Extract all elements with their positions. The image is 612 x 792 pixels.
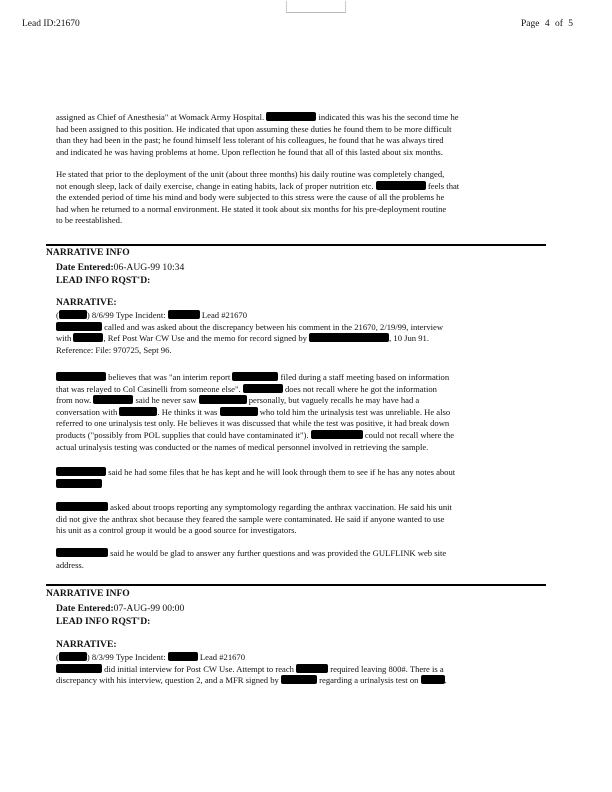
text-line: did not give the anthrax shot because they feared the sample were contaminated. He said if anyone wanted to use [56,513,445,524]
redaction-block [56,322,102,331]
redaction-block [56,502,108,511]
text-line [56,181,556,193]
narrative-paragraph [56,502,556,537]
text-line [56,479,556,491]
text-line: referred to one urinalysis test only. He believes it was discussed that while the test was positive, it had break down [56,418,450,429]
text-segment: ( [56,310,59,320]
text-line [56,664,556,676]
text-segment: required leaving 800#. There is a [328,663,444,674]
narrative-paragraph [56,548,556,571]
text-line: to be reestablished. [56,215,123,226]
text-line [56,112,556,124]
redaction-block [296,664,328,673]
text-line: He stated that prior to the deployment of the unit (about three months) his daily routine was completely changed, [56,169,445,179]
redaction-block [281,675,317,684]
text-segment: Lead #21670 [199,310,248,320]
redaction-block [119,407,157,416]
date-label: Date Entered: [56,603,114,614]
text-segment: not enough sleep, lack of daily exercise, change in eating habits, lack of proper nutrition etc. [56,180,376,191]
section-divider [46,244,546,246]
text-segment: that was relayed to Col Casinelli from someone else". [56,383,243,394]
text-segment: who told him the urinalysis test was unreliable. He also [257,406,451,417]
lead-info-requested: LEAD INFO RQST'D: [56,616,151,627]
section-heading: NARRATIVE INFO [46,247,130,258]
text-segment: called and was asked about the discrepancy between his comment in the 21670, 2/19/99, interview [102,321,444,332]
redaction-block [59,652,87,661]
text-segment: products ("possibly from POL supplies that could have contaminated it"). [56,429,311,440]
text-line [56,407,556,419]
redaction-block [199,395,247,404]
section-heading: NARRATIVE INFO [46,588,130,599]
date-entered [56,262,184,273]
text-line [56,310,556,322]
text-line [56,652,556,664]
redaction-block [266,112,316,121]
redaction-block [73,333,103,342]
narrative-label: NARRATIVE: [56,297,117,308]
text-line: had been assigned to this position. He indicated that upon assuming these duties he found them to be more difficult [56,123,452,134]
text-segment: does not recall where he got the information [282,383,437,394]
text-segment: regarding a urinalysis test on [317,675,421,686]
text-segment: ) 8/6/99 Type Incident: [86,310,168,320]
text-segment: personally, but vaguely recalls he may have had a [246,395,420,406]
redaction-block [311,430,363,439]
text-segment: assigned as Chief of Anesthesia" at Womack Army Hospital. [56,112,267,122]
text-segment: said he had some files that he has kept and he will look through them to see if he has any notes about [106,467,456,477]
redaction-block [309,333,389,342]
lead-id: Lead ID:21670 [22,19,80,29]
text-segment: discrepancy with his interview, question 2, and a MFR signed by [56,675,281,686]
redaction-block [421,675,445,684]
text-line [56,333,556,345]
text-segment: ) 8/3/99 Type Incident: [86,652,168,662]
narrative-label: NARRATIVE: [56,639,117,650]
text-line: his unit as a control group it would be a good source for investigators. [56,525,297,536]
lead-info-requested: LEAD INFO RQST'D: [56,275,151,286]
text-segment: did initial interview for Post CW Use. Attempt to reach [102,663,297,674]
redaction-block [56,372,106,381]
text-segment: . He thinks it was [157,406,220,417]
intro-paragraph-1 [56,112,556,158]
text-line: actual urinalysis testing was conducted or the names of medical personnel involved in retrieving the sample. [56,441,429,452]
redaction-block [56,664,102,673]
redaction-block [376,181,426,190]
redaction-block [93,395,133,404]
text-segment: filed during a staff meeting based on information [278,372,450,382]
text-segment: , 10 Jun 91. [389,333,429,344]
section-divider [46,584,546,586]
text-segment: indicated this was his the second time he [316,112,459,122]
text-line: and indicated he was having problems at home. Upon reflection he found that all of this lasted about six months. [56,146,443,157]
text-segment: conversation with [56,406,120,417]
text-segment: asked about troops reporting any symptomology regarding the anthrax vaccination. He said his unit [108,502,452,512]
text-segment: ( [56,652,59,662]
text-segment: Lead #21670 [197,652,246,662]
intro-paragraph-2 [56,169,556,227]
redaction-block [56,548,108,557]
redaction-block [168,652,198,661]
redaction-block [232,372,278,381]
narrative-paragraph [56,652,556,687]
text-line [56,395,556,407]
narrative-paragraph [56,467,556,490]
text-segment: believes that was "an interim report [106,372,233,382]
page-number: Page 4 of 5 [521,19,574,29]
text-line [56,502,556,514]
text-line [56,467,556,479]
text-segment: feels that [425,180,460,191]
text-segment: , Ref Post War CW Use and the memo for record signed by [103,333,310,344]
text-line [56,322,556,334]
redaction-block [56,479,102,488]
narrative-paragraph [56,372,556,453]
text-line [56,372,556,384]
top-margin-mark [286,1,346,13]
redaction-block [56,467,106,476]
text-line: had when he returned to a normal environment. He stated it took about six months for his pre-deployment routine [56,203,447,214]
date-label: Date Entered: [56,262,114,273]
redaction-block [168,310,200,319]
text-line [56,430,556,442]
text-line: the extended period of time his mind and body were subjected to this stress were the cause of all the problems he [56,192,445,203]
text-line: address. [56,559,84,570]
text-segment: said he would be glad to answer any further questions and was provided the GULFLINK web site [108,548,447,558]
text-line [56,548,556,560]
text-segment: said he never saw [133,395,199,406]
text-line [56,384,556,396]
text-segment: . [444,675,447,686]
text-line [56,675,556,687]
narrative-paragraph [56,310,556,356]
text-segment: with [56,333,74,344]
redaction-block [243,384,283,393]
text-segment: could not recall where the [362,429,455,440]
redaction-block [59,310,87,319]
text-line: than they had been in the past; he found himself less tolerant of his colleagues, he found that he was always tired [56,135,444,146]
date-value: 07-AUG-99 00:00 [113,603,185,614]
date-entered [56,603,184,614]
redaction-block [220,407,258,416]
text-line: Reference: File: 970725, Sept 96. [56,344,172,355]
text-segment: from now. [56,395,94,406]
date-value: 06-AUG-99 10:34 [113,262,185,273]
